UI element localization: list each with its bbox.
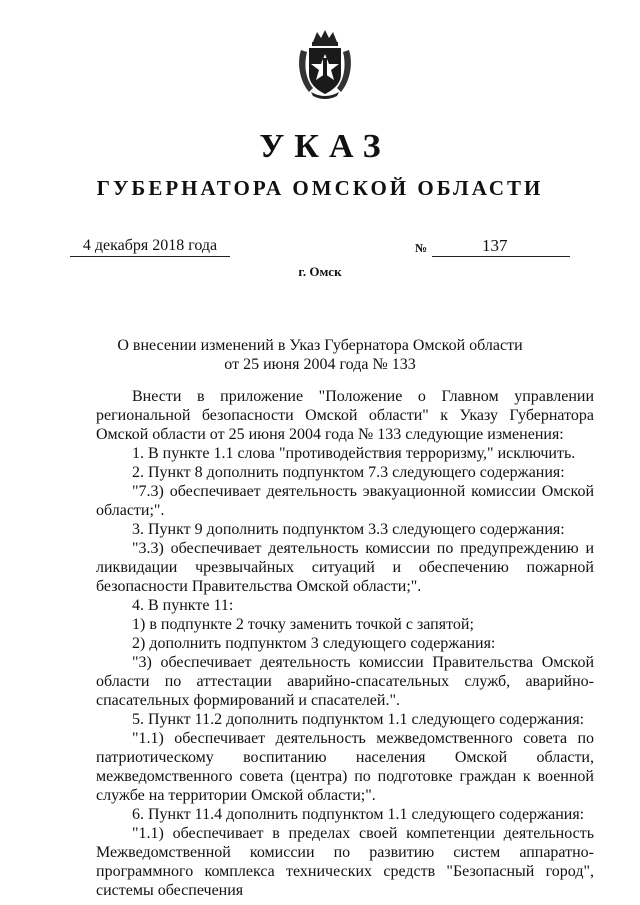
paragraph: 6. Пункт 11.4 дополнить подпунктом 1.1 следующего содержания: — [132, 806, 585, 823]
paragraph: "1.1) обеспечивает деятельность межведомственного совета по патриотическому воспитанию населения Омской области, межведомственного совета (центра) по подготовке граждан к военной службе на территории Омской области;". — [96, 730, 594, 804]
paragraph: 5. Пункт 11.2 дополнить подпунктом 1.1 следующего содержания: — [132, 711, 585, 728]
subject-line-2: от 25 июня 2004 года № 133 — [224, 356, 416, 373]
document-title: УКАЗ — [259, 128, 391, 165]
paragraph: "1.1) обеспечивает в пределах своей компетенции деятельность Межведомственной комиссии по развитию систем аппаратно-программного комплекса технических средств "Безопасный город", системы обеспечения — [96, 825, 594, 899]
document-number: 137 — [432, 236, 570, 257]
paragraph: "3.3) обеспечивает деятельность комиссии по предупреждению и ликвидации чрезвычайных ситуаций и обеспечению пожарной безопасности Правительства Омской области;". — [96, 540, 594, 595]
document-date: 4 декабря 2018 года — [70, 236, 230, 257]
paragraph: 4. В пункте 11: — [132, 597, 234, 614]
paragraph: 3. Пункт 9 дополнить подпунктом 3.3 следующего содержания: — [132, 521, 565, 538]
paragraph: 2) дополнить подпунктом 3 следующего содержания: — [132, 635, 496, 652]
coat-of-arms-icon — [295, 28, 355, 100]
document-body — [96, 387, 594, 900]
document-subject — [96, 336, 544, 374]
document-city: г. Омск — [298, 264, 342, 279]
paragraph: 2. Пункт 8 дополнить подпунктом 7.3 следующего содержания: — [132, 464, 565, 481]
number-label: № — [415, 241, 428, 255]
paragraph: 1) в подпункте 2 точку заменить точкой с запятой; — [132, 616, 474, 633]
subject-line-1: О внесении изменений в Указ Губернатора Омской области — [117, 337, 523, 354]
paragraph: Внести в приложение "Положение о Главном управлении региональной безопасности Омской области" к Указу Губернатора Омской области от 25 июня 2004 года № 133 следующие изменения: — [96, 388, 594, 443]
paragraph: "7.3) обеспечивает деятельность эвакуационной комиссии Омской области;". — [96, 483, 594, 519]
paragraph: "3) обеспечивает деятельность комиссии Правительства Омской области по аттестации аварийно-спасательных служб, аварийно-спасательных формирований и спасателей.". — [96, 654, 594, 709]
document-issuer: ГУБЕРНАТОРА ОМСКОЙ ОБЛАСТИ — [96, 176, 544, 200]
paragraph: 1. В пункте 1.1 слова "противодействия терроризму," исключить. — [132, 445, 576, 462]
